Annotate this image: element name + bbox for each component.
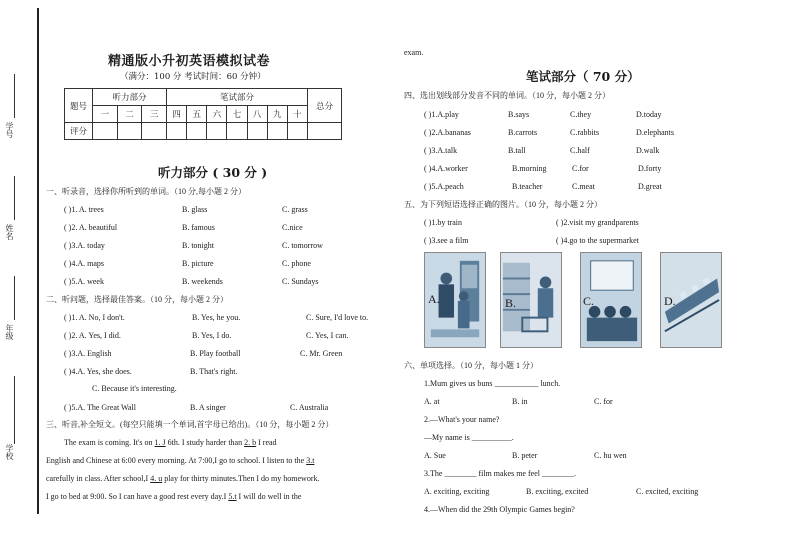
exam-subtitle: （满分：100 分 考试时间：60 分钟） [120,72,266,82]
question-stem: ( )1. A. No, I don't. [64,313,125,322]
exam-title: 精通版小升初英语模拟试卷 [108,54,271,69]
option-b: B. weekends [182,277,223,286]
option-b: B.carrots [508,128,538,137]
option-c: C.half [570,146,590,155]
passage-line [64,438,277,447]
score-table-col: 八 [247,106,267,123]
option-c: C. Because it's interesting. [92,384,177,393]
passage-text: play for thirty minutes.Then I do my homework. [162,474,320,483]
option-a: A. exciting, exciting [424,487,490,496]
score-table-col: 九 [267,106,287,123]
question-stem: 3.The ________ film makes me feel ________. [424,469,576,478]
score-cell[interactable] [167,123,187,140]
score-table-col: 五 [187,106,207,123]
option-d: D.today [636,110,662,119]
option-b: B.teacher [512,182,543,191]
question-stem: ( )5.A. week [64,277,104,286]
option-b: B. tonight [182,241,215,250]
option-c: C.they [570,110,592,119]
option-b: B. peter [512,451,538,460]
score-table-header: 题号 [65,89,93,123]
option-b: B. glass [182,205,208,214]
option-a: A. at [424,397,440,406]
margin-rule [14,74,15,118]
score-cell[interactable] [247,123,267,140]
option-c: C. for [594,397,613,406]
score-table-col: 七 [227,106,247,123]
section-heading: 二、听问题，选择最佳答案。（10 分，每小题 2 分） [46,295,228,304]
score-table-col: 二 [117,106,142,123]
question-stem: 4.—When did the 29th Olympic Games begin? [424,505,575,514]
question-stem: ( )2. A. beautiful [64,223,118,232]
option-c: C. Mr. Green [300,349,343,358]
option-b: B. exciting, excited [526,487,589,496]
phrase-item: ( )3.see a film [424,236,469,245]
written-title: 笔试部分（ 70 分） [526,69,640,84]
score-table-header: 笔试部分 [167,89,308,106]
question-stem: ( )3.A. English [64,349,112,358]
option-d: D.elephants [636,128,674,137]
option-c: C. Sure, I'd love to. [306,313,369,322]
score-cell[interactable] [287,123,307,140]
option-b: B. in [512,397,528,406]
option-c: C.nice [282,223,303,232]
cloze-blank[interactable]: 5.t [228,492,237,501]
passage-text: I read [256,438,277,447]
question-stem: ( )3.A. today [64,241,105,250]
option-b: B. picture [182,259,214,268]
score-table-col: 一 [93,106,118,123]
margin-label-school: 学校 [5,444,14,460]
section-heading: 一、听录音，选择你所听到的单词。（10 分,每小题 2 分） [46,187,246,196]
question-stem: ( )4.A. maps [64,259,104,268]
score-table-col: 四 [167,106,187,123]
option-d: D.walk [636,146,660,155]
picture-label: C. [583,294,595,308]
passage-text: I go to bed at 9:00. So I can have a good rest every day.I [46,492,229,501]
section-heading: 六、单项选择。（10 分，每小题 1 分） [404,361,538,370]
listening-title: 听力部分 ( 30 分 ) [158,165,268,180]
section-heading: 四、选出划线部分发音不同的单词。（10 分，每小题 2 分） [404,91,610,100]
score-table [64,88,342,140]
passage-text: 6th. I study harder than [165,438,245,447]
margin-label-grade: 年级 [5,324,14,340]
margin-rule [14,176,15,220]
question-stem: ( )2.A.bananas [424,128,471,137]
question-stem: ( )1.A.play [424,110,459,119]
option-b: B. That's right. [190,367,238,376]
score-row-label: 评分 [65,123,93,140]
passage-text: The exam is coming. It's on [64,438,155,447]
picture-label: A. [428,292,440,306]
question-stem: —My name is __________. [424,433,514,442]
option-c: C. Sundays [282,277,319,286]
passage-line [46,456,314,465]
option-d: D.great [638,182,662,191]
margin-label-student-id: 学号 [5,122,14,138]
score-table-header: 总分 [308,89,342,123]
binding-line [37,8,39,514]
option-c: C. Australia [290,403,329,412]
option-a: A. Sue [424,451,446,460]
carry-over-text: exam. [404,48,424,57]
question-stem: 2.—What's your name? [424,415,500,424]
section-heading: 五、为下列短语选择正确的图片。（10 分，每小题 2 分） [404,200,602,209]
option-b: B.says [508,110,530,119]
option-c: C. tomorrow [282,241,323,250]
score-table-header: 听力部分 [93,89,167,106]
question-stem: ( )1. A. trees [64,205,104,214]
cloze-blank[interactable]: 4. u [150,474,163,483]
cloze-blank[interactable]: 2. b [244,438,257,447]
section-heading: 三、听音,补全短文。(每空只能填一个单词,首字母已给出)。（10 分，每小题 2 分） [46,420,334,429]
phrase-item: ( )4.go to the supermarket [556,236,639,245]
score-cell[interactable] [93,123,118,140]
score-cell[interactable] [142,123,167,140]
score-cell[interactable] [117,123,142,140]
option-c: C. hu wen [594,451,627,460]
score-table-col: 六 [207,106,227,123]
margin-rule [14,376,15,444]
option-c: C.for [572,164,589,173]
option-c: C. Yes, I can. [306,331,349,340]
margin-rule [14,276,15,320]
score-cell[interactable] [267,123,287,140]
cloze-blank[interactable]: 1. J [154,438,166,447]
passage-line [46,474,320,483]
option-b: B. Play football [190,349,241,358]
option-b: B. A singer [190,403,226,412]
score-table-col: 十 [287,106,307,123]
option-c: C.rabbits [570,128,600,137]
score-cell[interactable] [207,123,227,140]
phrase-item: ( )2.visit my grandparents [556,218,639,227]
picture-label: B. [505,296,517,310]
option-d: D.forty [638,164,662,173]
score-table-col: 三 [142,106,167,123]
option-b: B. famous [182,223,215,232]
option-c: C.meat [572,182,595,191]
option-c: C. phone [282,259,311,268]
option-c: C. grass [282,205,308,214]
passage-text: English and Chinese at 6:00 every morning. At 7:00,I go to school. I listen to the [46,456,307,465]
question-stem: 1.Mum gives us buns ___________ lunch. [424,379,561,388]
option-b: B. Yes, he you. [192,313,241,322]
score-cell[interactable] [187,123,207,140]
score-cell[interactable] [227,123,247,140]
option-b: B.morning [512,164,547,173]
passage-text: I will do well in the [236,492,302,501]
margin-label-name: 姓名 [5,224,14,240]
phrase-item: ( )1.by train [424,218,462,227]
option-b: B. Yes, I do. [192,331,232,340]
option-c: C. excited, exciting [636,487,699,496]
question-stem: ( )5.A. The Great Wall [64,403,136,412]
question-stem: ( )3.A.talk [424,146,458,155]
score-cell[interactable] [308,123,342,140]
passage-line [46,492,301,501]
question-stem: ( )2. A. Yes, I did. [64,331,121,340]
cloze-blank[interactable]: 3.t [306,456,315,465]
question-stem: ( )4.A.worker [424,164,468,173]
option-b: B.tall [508,146,526,155]
question-stem: ( )4.A. Yes, she does. [64,367,132,376]
picture-label: D. [664,294,676,308]
passage-text: carefully in class. After school,I [46,474,151,483]
question-stem: ( )5.A.peach [424,182,464,191]
